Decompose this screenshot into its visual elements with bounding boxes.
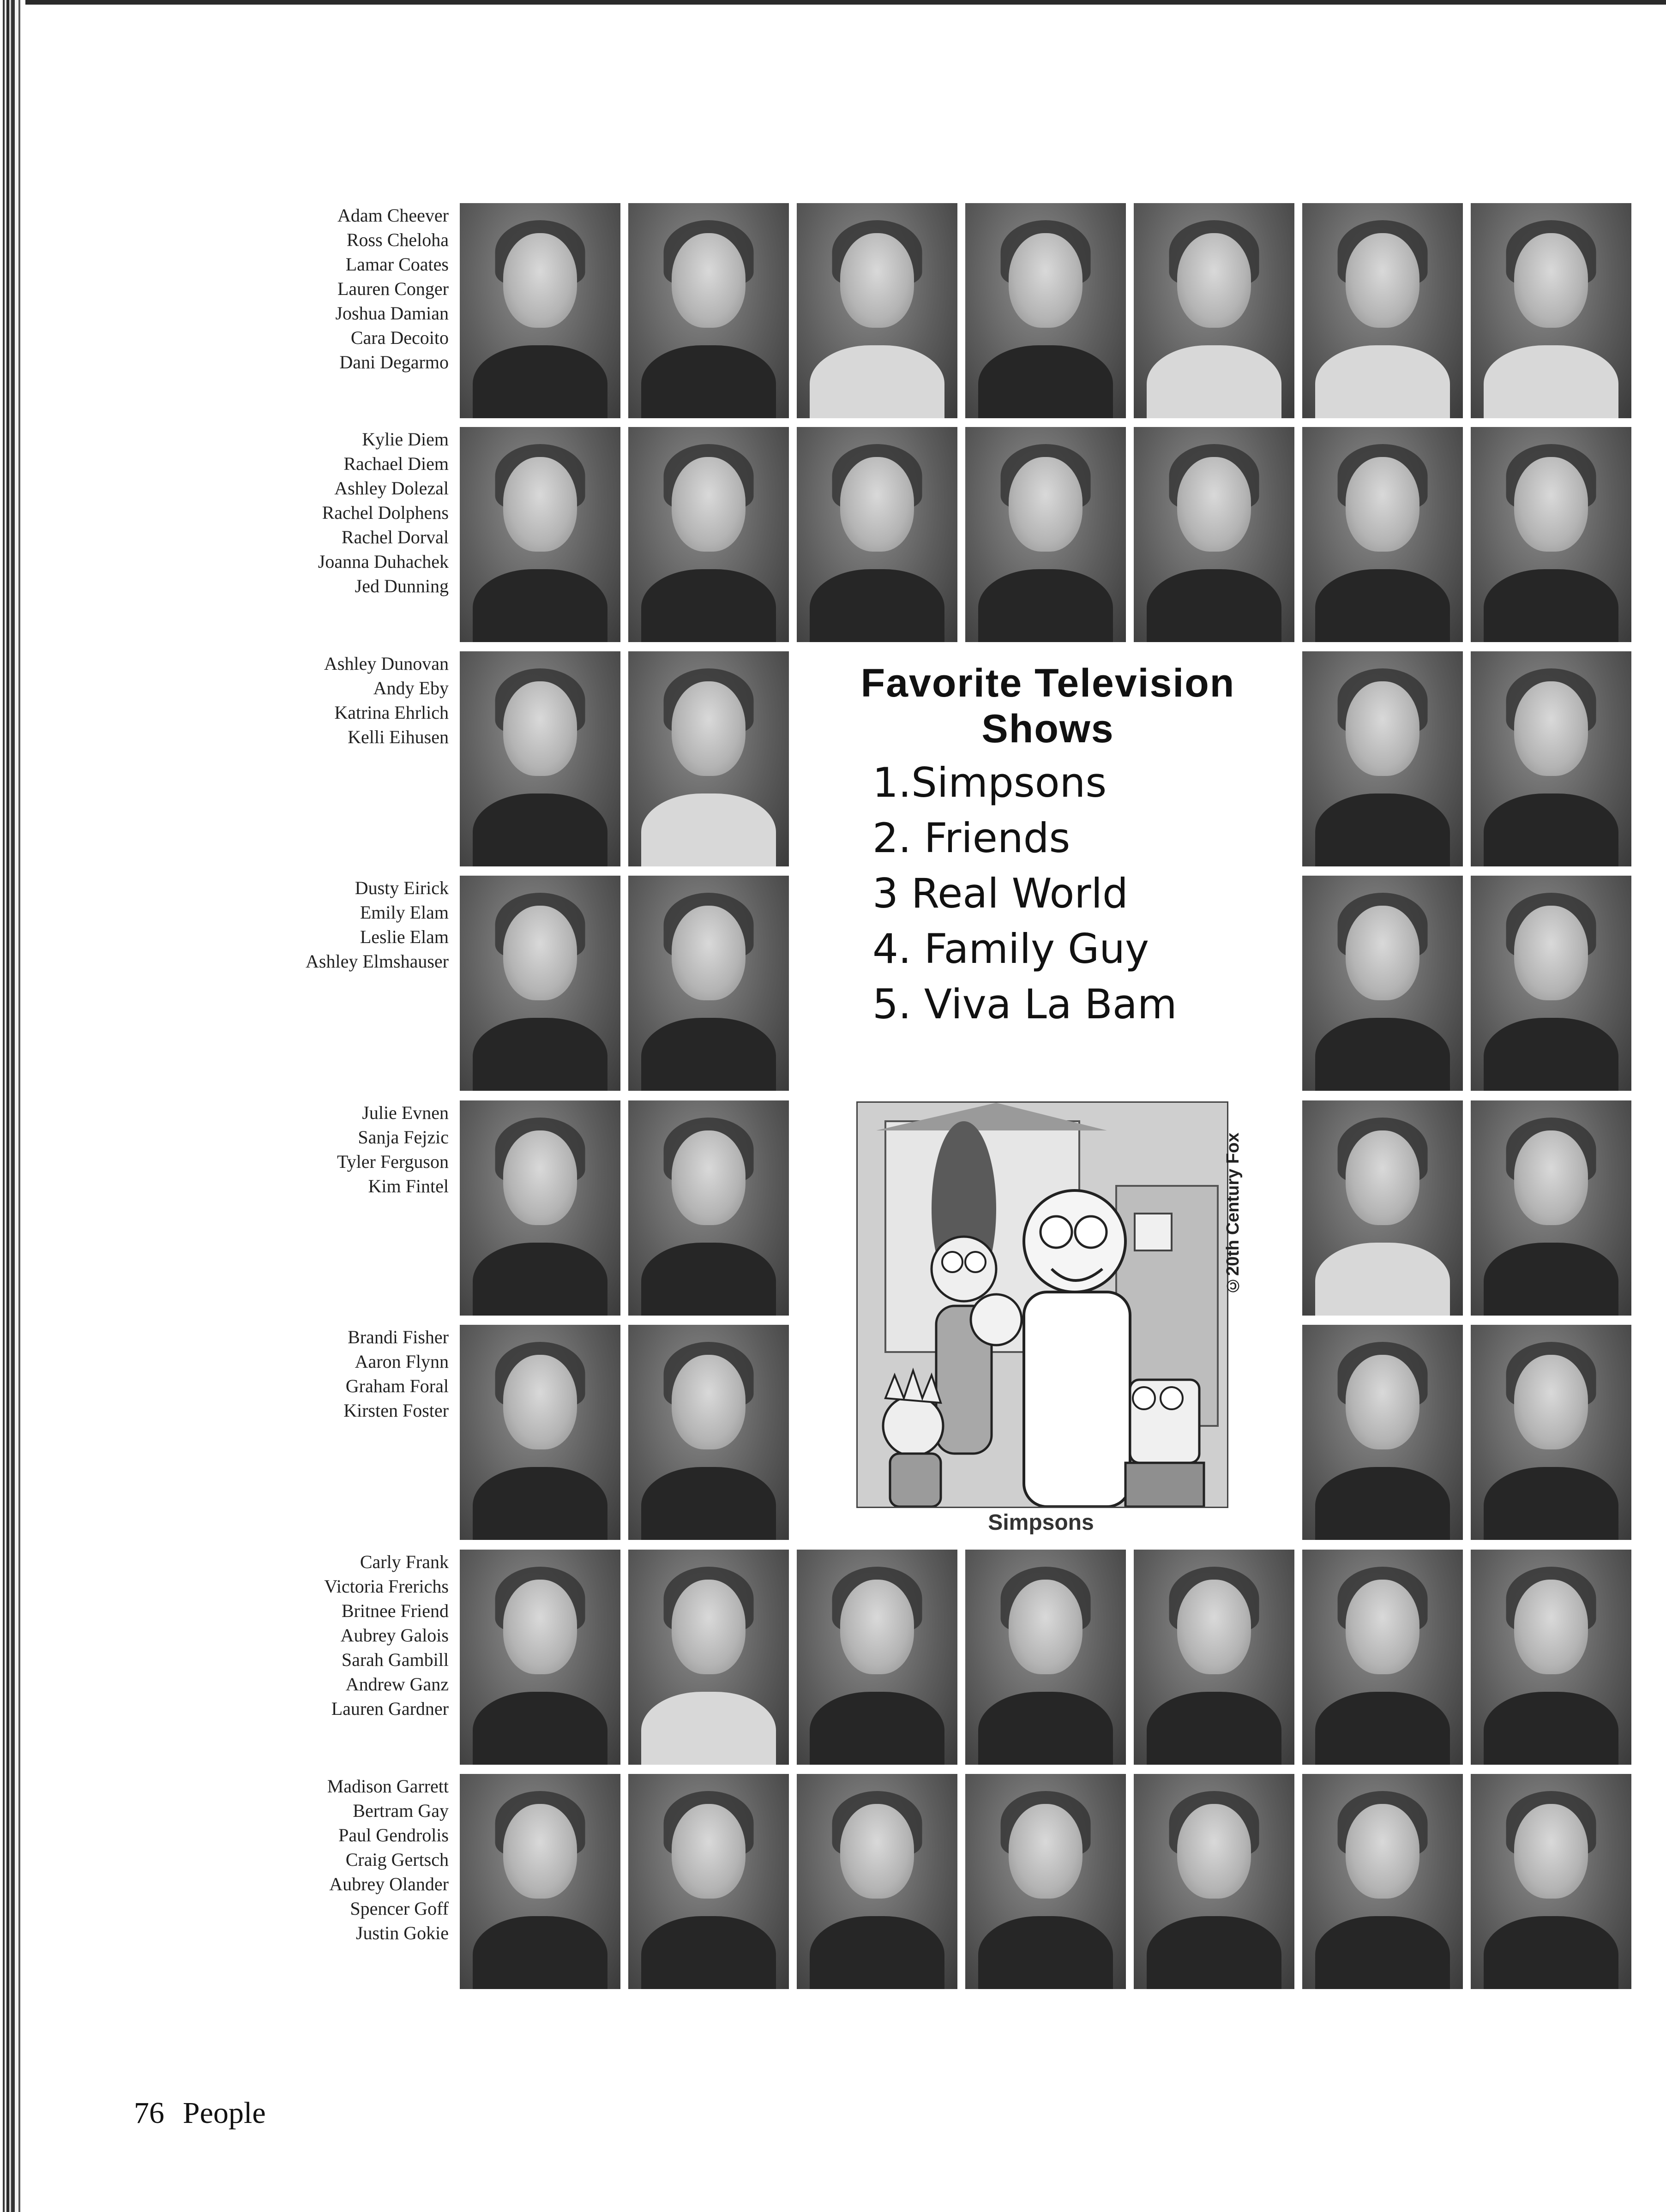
student-name: Kim Fintel [368,1176,449,1196]
name-list [194,427,449,598]
simpsons-cartoon-image [856,1101,1228,1508]
student-portrait-photo [1471,1100,1631,1316]
show-item: 5. Viva La Bam [872,980,1177,1028]
student-name: Kirsten Foster [343,1400,449,1421]
student-portrait-photo [1302,876,1463,1091]
portrait-shoulders [1484,1916,1618,1989]
page-footer [134,2096,284,2131]
portrait-face [503,1355,577,1449]
student-portrait-photo [460,1774,620,1989]
student-portrait-photo [797,1550,957,1765]
portrait-shoulders [641,1692,776,1765]
portrait-shoulders [1315,1018,1450,1091]
student-name: Victoria Frerichs [324,1576,449,1597]
portrait-shoulders [1484,1018,1618,1091]
portrait-shoulders [473,1467,607,1540]
student-name: Katrina Ehrlich [334,702,449,723]
student-name: Leslie Elam [360,926,449,947]
name-list [194,1325,449,1423]
student-name: Rachel Dorval [341,527,449,547]
student-portrait-photo [797,427,957,642]
student-portrait-photo [1302,1774,1463,1989]
student-portrait-photo [1302,1325,1463,1540]
student-name: Carly Frank [360,1551,449,1572]
image-caption: Simpsons [988,1510,1094,1535]
portrait-shoulders [641,569,776,642]
student-name: Julie Evnen [362,1102,449,1123]
student-portrait-photo [628,1100,789,1316]
student-name: Tyler Ferguson [337,1151,449,1172]
portrait-face [503,681,577,776]
student-portrait-photo [1302,1550,1463,1765]
portrait-face [503,457,577,552]
portrait-shoulders [978,345,1113,418]
name-list [194,1100,449,1198]
portrait-shoulders [641,1916,776,1989]
student-name: Emily Elam [360,902,449,923]
student-portrait-photo [965,203,1126,418]
portrait-face [1346,1804,1419,1899]
student-name: Lauren Conger [337,278,449,299]
name-list [194,651,449,749]
student-portrait-photo [1134,1550,1294,1765]
feature-title: Favorite Television Shows [860,661,1235,751]
name-list [194,876,449,974]
student-portrait-photo [628,1325,789,1540]
portrait-face [1009,1804,1083,1899]
portrait-face [672,681,746,776]
portrait-face [1346,681,1419,776]
portrait-shoulders [978,1692,1113,1765]
portrait-face [1514,233,1588,328]
section-title: People [183,2096,266,2130]
portrait-face [840,233,914,328]
student-name: Sarah Gambill [341,1649,449,1670]
portrait-shoulders [1484,1243,1618,1316]
portrait-face [1514,457,1588,552]
student-name: Dani Degarmo [339,352,449,373]
student-portrait-photo [1471,427,1631,642]
student-portrait-photo [1471,1774,1631,1989]
portrait-face [1514,1130,1588,1225]
portrait-face [1177,457,1251,552]
portrait-face [503,906,577,1000]
portrait-face [1009,233,1083,328]
page-number: 76 [134,2096,164,2130]
portrait-face [1514,1355,1588,1449]
student-name: Kelli Eihusen [348,727,449,747]
student-portrait-photo [1471,651,1631,866]
portrait-face [503,1130,577,1225]
portrait-shoulders [641,1467,776,1540]
portrait-shoulders [641,1243,776,1316]
student-portrait-photo [1134,1774,1294,1989]
student-name: Craig Gertsch [345,1849,449,1870]
student-portrait-photo [1471,1325,1631,1540]
portrait-shoulders [1315,793,1450,866]
student-name: Graham Foral [345,1376,449,1396]
student-portrait-photo [965,1774,1126,1989]
name-list [194,1550,449,1721]
student-name: Aaron Flynn [355,1351,449,1372]
portrait-shoulders [978,1916,1113,1989]
student-portrait-photo [628,651,789,866]
portrait-shoulders [1147,345,1281,418]
portrait-face [672,233,746,328]
student-name: Bertram Gay [353,1800,449,1821]
student-portrait-photo [460,1325,620,1540]
student-name: Lauren Gardner [331,1698,449,1719]
portrait-face [503,1580,577,1674]
student-name: Britnee Friend [341,1600,449,1621]
portrait-face [1514,1804,1588,1899]
student-portrait-photo [460,876,620,1091]
portrait-face [1514,1580,1588,1674]
portrait-shoulders [473,1018,607,1091]
portrait-shoulders [1315,1243,1450,1316]
portrait-shoulders [473,793,607,866]
student-name: Kylie Diem [362,429,449,450]
portrait-face [840,1804,914,1899]
student-name: Ashley Dolezal [334,478,449,499]
portrait-shoulders [1484,1467,1618,1540]
portrait-shoulders [810,1692,944,1765]
student-name: Aubrey Galois [340,1625,449,1646]
portrait-face [1346,233,1419,328]
portrait-face [1177,233,1251,328]
portrait-shoulders [1147,569,1281,642]
portrait-face [672,1130,746,1225]
portrait-face [672,1580,746,1674]
portrait-face [1514,906,1588,1000]
student-name: Andrew Ganz [345,1674,449,1695]
portrait-face [503,233,577,328]
student-portrait-photo [797,1774,957,1989]
student-name: Rachael Diem [343,453,449,474]
student-name: Sanja Fejzic [358,1127,449,1148]
portrait-shoulders [473,1916,607,1989]
student-portrait-photo [460,1100,620,1316]
name-list [194,203,449,374]
portrait-face [1009,1580,1083,1674]
portrait-face [1514,681,1588,776]
portrait-face [672,1355,746,1449]
portrait-shoulders [1484,1692,1618,1765]
student-portrait-photo [628,427,789,642]
student-name: Madison Garrett [327,1776,449,1797]
portrait-shoulders [1315,1467,1450,1540]
student-name: Cara Decoito [350,327,449,348]
show-item: 1.Simpsons [872,759,1107,806]
student-portrait-photo [1302,427,1463,642]
portrait-face [1346,906,1419,1000]
student-portrait-photo [965,427,1126,642]
portrait-face [503,1804,577,1899]
favorite-tv-shows-panel [794,651,1302,1547]
student-name: Adam Cheever [337,205,449,226]
student-portrait-photo [628,203,789,418]
student-portrait-photo [628,1774,789,1989]
portrait-face [1346,1355,1419,1449]
student-portrait-photo [1302,1100,1463,1316]
name-list [194,1774,449,1945]
student-portrait-photo [797,203,957,418]
student-portrait-photo [628,1550,789,1765]
show-item: 4. Family Guy [872,925,1149,973]
portrait-shoulders [810,1916,944,1989]
student-name: Rachel Dolphens [322,502,449,523]
portrait-shoulders [978,569,1113,642]
student-portrait-photo [460,427,620,642]
portrait-shoulders [1315,569,1450,642]
portrait-shoulders [1315,345,1450,418]
student-name: Brandi Fisher [348,1327,449,1347]
student-name: Ross Cheloha [346,229,449,250]
portrait-shoulders [1147,1916,1281,1989]
student-portrait-photo [460,651,620,866]
portrait-face [1177,1804,1251,1899]
page-binding-edge [0,0,25,2212]
student-portrait-photo [1302,651,1463,866]
student-portrait-photo [1471,1550,1631,1765]
student-portrait-photo [1302,203,1463,418]
portrait-face [1177,1580,1251,1674]
portrait-face [672,457,746,552]
portrait-face [672,1804,746,1899]
student-name: Paul Gendrolis [338,1825,449,1845]
portrait-shoulders [1315,1692,1450,1765]
student-portrait-photo [460,203,620,418]
portrait-face [1346,457,1419,552]
image-credit: ©20th Century Fox [1223,1132,1243,1296]
student-name: Dusty Eirick [355,878,449,898]
portrait-face [1009,457,1083,552]
portrait-shoulders [810,569,944,642]
student-name: Joshua Damian [335,303,449,324]
student-name: Spencer Goff [350,1898,449,1919]
portrait-face [1346,1580,1419,1674]
simpsons-family-illustration [858,1103,1227,1507]
student-portrait-photo [1471,876,1631,1091]
portrait-face [840,457,914,552]
portrait-shoulders [1147,1692,1281,1765]
show-item: 2. Friends [872,814,1071,862]
portrait-shoulders [1315,1916,1450,1989]
student-name: Jed Dunning [355,576,449,596]
portrait-face [1346,1130,1419,1225]
student-portrait-photo [1134,427,1294,642]
portrait-shoulders [473,1692,607,1765]
student-portrait-photo [1471,203,1631,418]
portrait-shoulders [641,793,776,866]
portrait-shoulders [1484,569,1618,642]
portrait-face [840,1580,914,1674]
portrait-shoulders [473,1243,607,1316]
student-name: Aubrey Olander [329,1874,449,1894]
student-name: Lamar Coates [345,254,449,275]
portrait-shoulders [641,345,776,418]
portrait-shoulders [810,345,944,418]
portrait-shoulders [473,569,607,642]
student-name: Andy Eby [373,678,449,698]
student-portrait-photo [965,1550,1126,1765]
student-portrait-photo [1134,203,1294,418]
portrait-shoulders [1484,793,1618,866]
student-name: Justin Gokie [355,1923,449,1943]
portrait-shoulders [641,1018,776,1091]
student-portrait-photo [460,1550,620,1765]
portrait-face [672,906,746,1000]
portrait-shoulders [1484,345,1618,418]
student-name: Ashley Elmshauser [306,951,449,972]
student-name: Joanna Duhachek [318,551,449,572]
portrait-shoulders [473,345,607,418]
student-name: Ashley Dunovan [324,653,449,674]
show-list [872,755,1177,1032]
top-rule [25,0,1666,5]
student-portrait-photo [628,876,789,1091]
show-item: 3 Real World [872,870,1128,917]
